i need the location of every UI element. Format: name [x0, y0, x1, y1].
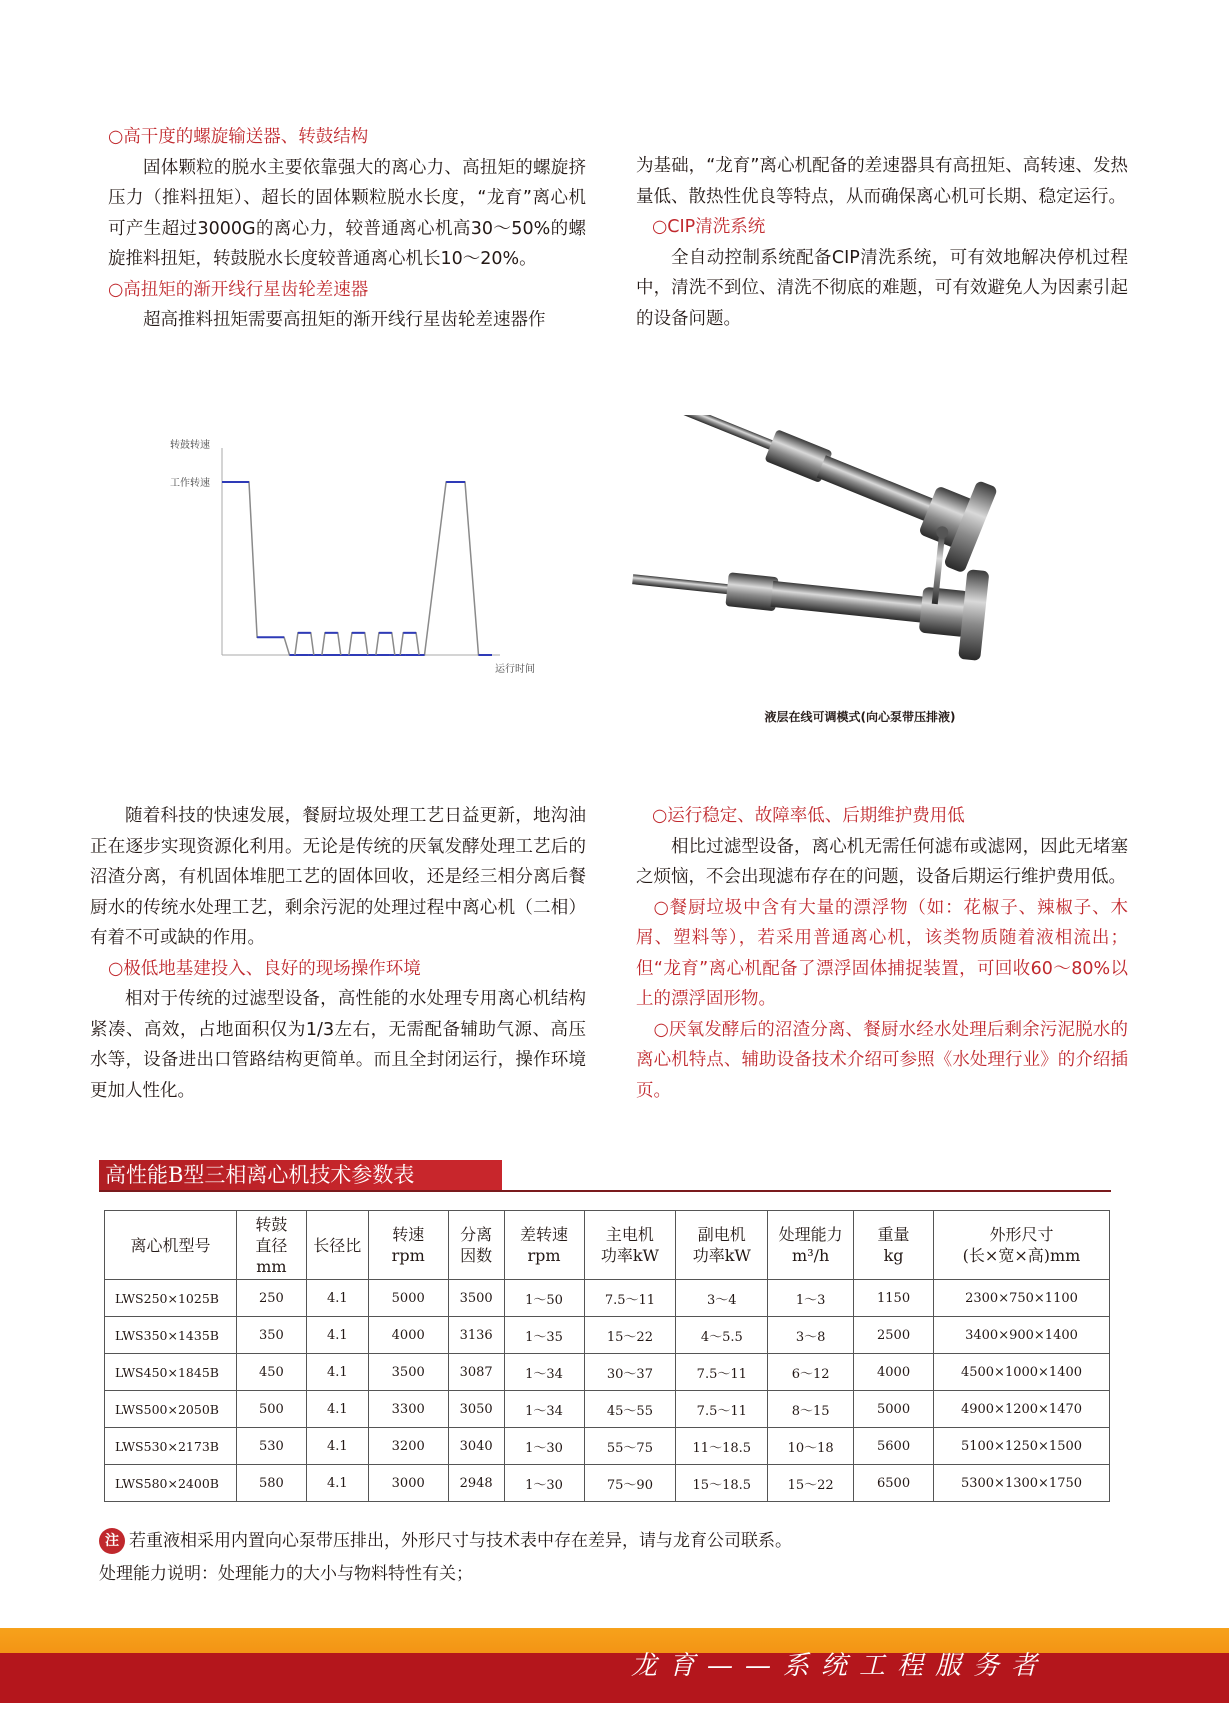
table-header-line: rpm: [527, 1246, 561, 1265]
table-cell: 4000: [368, 1317, 448, 1354]
table-cell: 3040: [448, 1428, 504, 1465]
table-header-line: mm: [256, 1256, 287, 1276]
table-cell: 7.5～11: [676, 1391, 768, 1428]
table-cell: 3500: [448, 1280, 504, 1317]
table-cell: 4.1: [306, 1317, 368, 1354]
table-cell: 8～15: [768, 1391, 854, 1428]
paragraph-food-waste: 随着科技的快速发展，餐厨垃圾处理工艺日益更新，地沟油正在逐步实现资源化利用。无论是传统的厌氧发酵处理工艺后的沼渣分离，有机固体堆肥工艺的固体回收，还是经三相分离后餐厨水的传统水处理工艺，剩余污泥的处理过程中离心机（二相）有着不可或缺的作用。: [90, 806, 586, 948]
heading-stable-operation: ○运行稳定、故障率低、后期维护费用低: [652, 806, 965, 826]
paragraph-floating-solids: ○餐厨垃圾中含有大量的漂浮物（如：花椒子、辣椒子、木屑、塑料等），若采用普通离心机，该类物质随着液相流出；但“龙育”离心机配备了漂浮固体捕捉装置，可回收60～80%以上的漂浮固形物。: [636, 897, 1128, 1009]
table-cell: 55～75: [584, 1428, 676, 1465]
footer-slogan: 龙育——系统工程服务者: [630, 1651, 1049, 1681]
table-cell: LWS580×2400B: [105, 1465, 237, 1502]
table-cell: 500: [236, 1391, 306, 1428]
table-header-line: 差转速: [520, 1225, 569, 1244]
table-header-line: 分离: [460, 1225, 493, 1244]
table-row: [105, 1391, 1110, 1428]
table-cell: 2948: [448, 1465, 504, 1502]
table-cell: 7.5～11: [584, 1280, 676, 1317]
table-header-cell: [368, 1211, 448, 1280]
table-cell: LWS450×1845B: [105, 1354, 237, 1391]
table-cell: 5300×1300×1750: [934, 1465, 1110, 1502]
table-cell: 5000: [368, 1280, 448, 1317]
table-header-line: 副电机: [697, 1225, 746, 1244]
table-title-rule: [99, 1190, 1111, 1192]
column-top-left: [108, 122, 586, 336]
capacity-note: 处理能力说明：处理能力的大小与物料特性有关；: [99, 1564, 473, 1584]
chart-pulse: [349, 633, 368, 655]
table-header-line: 重量: [877, 1225, 910, 1244]
table-cell: 4.1: [306, 1428, 368, 1465]
table-header-cell: [676, 1211, 768, 1280]
table-cell: 350: [236, 1317, 306, 1354]
table-row: [105, 1465, 1110, 1502]
speed-chart: [160, 430, 560, 680]
table-cell: 580: [236, 1465, 306, 1502]
table-cell: LWS530×2173B: [105, 1428, 237, 1465]
table-cell: 6500: [854, 1465, 934, 1502]
table-header-line: 直径: [255, 1235, 288, 1255]
table-header-line: 离心机型号: [130, 1235, 211, 1255]
table-cell: 1～30: [504, 1465, 584, 1502]
table-cell: 1～30: [504, 1428, 584, 1465]
table-cell: 4500×1000×1400: [934, 1354, 1110, 1391]
heading-low-investment: ○极低地基建投入、良好的现场操作环境: [108, 958, 421, 979]
table-header-line: 外形尺寸: [989, 1225, 1054, 1244]
chart-ytick-working-speed: 工作转速: [170, 478, 210, 489]
table-header-line: rpm: [391, 1246, 425, 1265]
note-text: 若重液相采用内置向心泵带压排出，外形尺寸与技术表中存在差异，请与龙育公司联系。: [129, 1531, 792, 1551]
table-cell: LWS250×1025B: [105, 1280, 237, 1317]
paragraph-anaerobic-reference: ○厌氧发酵后的沼渣分离、餐厨水经水处理后剩余污泥脱水的离心机特点、辅助设备技术介绍可参照《水处理行业》的介绍插页。: [636, 1019, 1128, 1101]
centrifuge-shaft-photo: [630, 415, 1060, 695]
table-header-line: (长×宽×高)mm: [962, 1246, 1081, 1265]
chart-xlabel: 运行时间: [495, 664, 535, 675]
table-header-line: 转速: [392, 1225, 425, 1244]
table-cell: 3000: [368, 1465, 448, 1502]
table-cell: 1～50: [504, 1280, 584, 1317]
table-header-cell: [504, 1211, 584, 1280]
heading-differential: ○高扭矩的渐开线行星齿轮差速器: [108, 279, 369, 300]
note-line: [99, 1527, 792, 1555]
chart-series-group: [222, 482, 492, 655]
table-cell: 15～22: [768, 1465, 854, 1502]
table-header-line: kg: [883, 1246, 904, 1265]
table-cell: 4000: [854, 1354, 934, 1391]
table-cell: 11～18.5: [676, 1428, 768, 1465]
chart-pulse: [376, 633, 395, 655]
paragraph-screw-conveyor: 固体颗粒的脱水主要依靠强大的离心力、高扭矩的螺旋挤压力（推料扭矩）、超长的固体颗粒脱水长度，“龙育”离心机可产生超过3000G的离心力，较普通离心机高30～50%的螺旋推料扭矩，转鼓脱水长度较普通离心机长10～20%。: [108, 157, 586, 269]
table-cell: 3500: [368, 1354, 448, 1391]
table-header-cell: [934, 1211, 1110, 1280]
heading-cip: ○CIP清洗系统: [652, 217, 766, 237]
table-cell: 4900×1200×1470: [934, 1391, 1110, 1428]
table-header-cell: [768, 1211, 854, 1280]
table-cell: LWS500×2050B: [105, 1391, 237, 1428]
table-cell: 1～34: [504, 1391, 584, 1428]
table-header-cell: [854, 1211, 934, 1280]
table-cell: 4.1: [306, 1280, 368, 1317]
table-row: [105, 1317, 1110, 1354]
table-cell: 15～22: [584, 1317, 676, 1354]
table-cell: 250: [236, 1280, 306, 1317]
table-header-cell: [448, 1211, 504, 1280]
chart-ylabel: 转鼓转速: [170, 440, 210, 451]
table-header-cell: [236, 1211, 306, 1280]
table-cell: 1～35: [504, 1317, 584, 1354]
table-header-cell: [105, 1211, 237, 1280]
table-cell: 4.1: [306, 1354, 368, 1391]
table-cell: 3～8: [768, 1317, 854, 1354]
table-cell: 4～5.5: [676, 1317, 768, 1354]
table-cell: 2500: [854, 1317, 934, 1354]
table-title: 高性能B型三相离心机技术参数表: [99, 1160, 502, 1190]
table-header-line: 处理能力: [778, 1225, 843, 1244]
table-row: [105, 1354, 1110, 1391]
table-cell: 3～4: [676, 1280, 768, 1317]
table-header-line: 功率kW: [600, 1246, 659, 1265]
table-header-line: 功率kW: [692, 1246, 751, 1265]
table-cell: 7.5～11: [676, 1354, 768, 1391]
table-cell: 3400×900×1400: [934, 1317, 1110, 1354]
photo-caption: 液层在线可调模式(向心泵带压排液): [764, 710, 956, 724]
table-cell: 45～55: [584, 1391, 676, 1428]
column-bottom-left: [90, 801, 586, 1106]
paragraph-differential-continued: 为基础，“龙育”离心机配备的差速器具有高扭矩、高转速、发热量低、散热性优良等特点，从而确保离心机可长期、稳定运行。: [636, 156, 1128, 207]
table-header-row: [105, 1211, 1110, 1280]
table-row: [105, 1428, 1110, 1465]
table-cell: 530: [236, 1428, 306, 1465]
table-header-line: 因数: [460, 1246, 493, 1265]
chart-series-line: [222, 482, 492, 655]
table-cell: 450: [236, 1354, 306, 1391]
table-cell: 4.1: [306, 1391, 368, 1428]
table-cell: 3050: [448, 1391, 504, 1428]
paragraph-cip: 全自动控制系统配备CIP清洗系统，可有效地解决停机过程中，清洗不到位、清洗不彻底的难题，可有效避免人为因素引起的设备问题。: [636, 247, 1128, 329]
table-cell: 3300: [368, 1391, 448, 1428]
table-cell: 15～18.5: [676, 1465, 768, 1502]
column-bottom-right: [636, 801, 1128, 1106]
table-cell: 3200: [368, 1428, 448, 1465]
table-cell: LWS350×1435B: [105, 1317, 237, 1354]
paragraph-low-investment: 相对于传统的过滤型设备，高性能的水处理专用离心机结构紧凑、高效，占地面积仅为1/3左右，无需配备辅助气源、高压水等，设备进出口管路结构更简单。而且全封闭运行，操作环境更加人性化。: [90, 989, 586, 1101]
table-header-line: 主电机: [605, 1225, 654, 1244]
table-cell: 75～90: [584, 1465, 676, 1502]
table-cell: 1～34: [504, 1354, 584, 1391]
table-row: [105, 1280, 1110, 1317]
table-cell: 4.1: [306, 1465, 368, 1502]
table-cell: 1150: [854, 1280, 934, 1317]
paragraph-differential-start: 超高推料扭矩需要高扭矩的渐开线行星齿轮差速器作: [143, 310, 546, 330]
table-cell: 2300×750×1100: [934, 1280, 1110, 1317]
upper-shaft-assembly: [651, 415, 998, 573]
table-body: [105, 1280, 1110, 1502]
table-header-line: 长径比: [313, 1235, 362, 1255]
heading-screw-conveyor: ○高干度的螺旋输送器、转鼓结构: [108, 127, 369, 147]
table-header-cell: [584, 1211, 676, 1280]
spec-table: [104, 1210, 1110, 1502]
table-cell: 6～12: [768, 1354, 854, 1391]
table-cell: 5600: [854, 1428, 934, 1465]
chart-pulse: [400, 633, 419, 655]
column-top-right: [636, 151, 1128, 334]
table-header-cell: [306, 1211, 368, 1280]
table-cell: 5000: [854, 1391, 934, 1428]
note-badge: 注: [99, 1528, 125, 1554]
table-header-line: m³/h: [792, 1246, 830, 1265]
table-cell: 1～3: [768, 1280, 854, 1317]
chart-pulse: [322, 633, 341, 655]
table-cell: 10～18: [768, 1428, 854, 1465]
table-cell: 3136: [448, 1317, 504, 1354]
table-cell: 30～37: [584, 1354, 676, 1391]
table-header-line: 转鼓: [255, 1214, 288, 1234]
table-cell: 5100×1250×1500: [934, 1428, 1110, 1465]
table-cell: 3087: [448, 1354, 504, 1391]
chart-pulse: [295, 633, 314, 655]
paragraph-stable-operation: 相比过滤型设备，离心机无需任何滤布或滤网，因此无堵塞之烦恼，不会出现滤布存在的问题，设备后期运行维护费用低。: [636, 836, 1128, 887]
